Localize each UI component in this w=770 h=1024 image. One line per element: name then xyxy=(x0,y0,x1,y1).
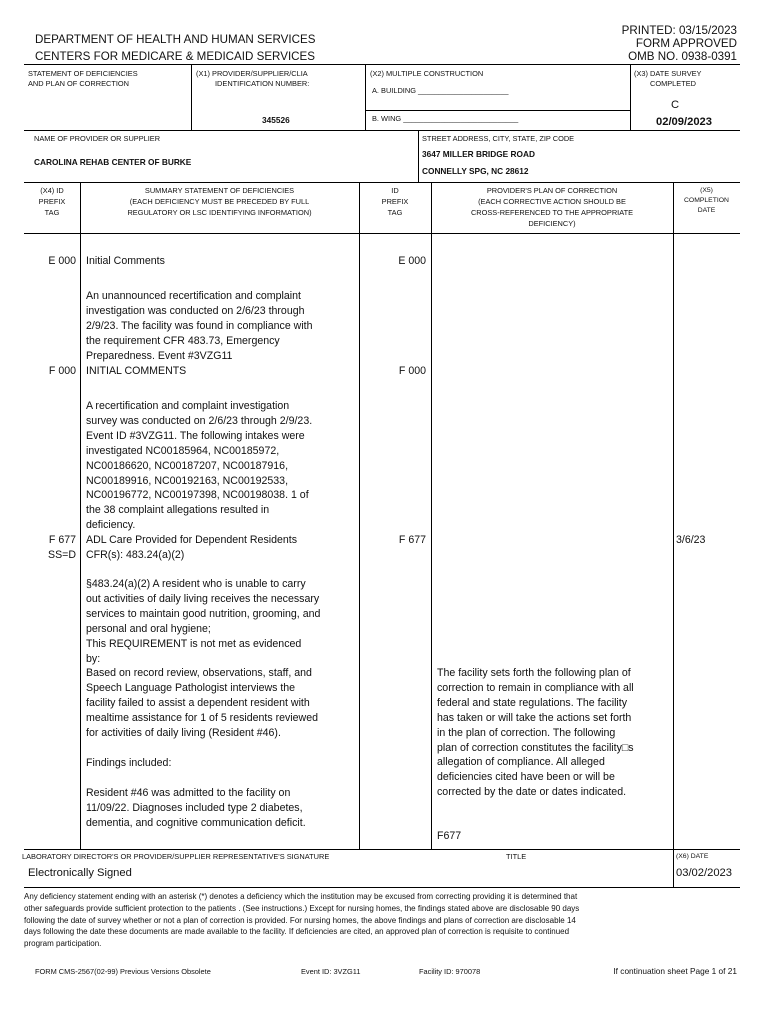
plan-header: (EACH CORRECTIVE ACTION SHOULD BE xyxy=(478,197,626,206)
statement-label: AND PLAN OF CORRECTION xyxy=(28,79,130,88)
plan-tag: F677 xyxy=(437,830,462,842)
deficiency-text: An unannounced recertification and complaint investigation was conducted on 2/6/23 through 2/9/23. The facility was found in compliance with the requirement CFR 483.73, Emergency Preparedness. Event #3VZG11 xyxy=(86,290,313,362)
id-tag: F 000 xyxy=(398,365,426,377)
provider-id-number: 345526 xyxy=(262,115,290,125)
id-header: PREFIX xyxy=(381,197,409,206)
plan-header: CROSS-REFERENCED TO THE APPROPRIATE xyxy=(470,208,634,217)
deficiency-title: INITIAL COMMENTS xyxy=(86,365,187,377)
rule xyxy=(24,849,740,850)
printed-date: PRINTED: 03/15/2023 xyxy=(621,24,737,37)
x4-header: TAG xyxy=(44,208,60,217)
signature-date: 03/02/2023 xyxy=(676,867,732,879)
rule xyxy=(365,64,366,130)
x3-label: (X3) DATE SURVEY xyxy=(634,69,702,78)
facility-id: Facility ID: 970078 xyxy=(419,967,481,976)
rule xyxy=(24,233,740,234)
x4-header: (X4) ID xyxy=(40,186,64,195)
x5-header: DATE xyxy=(697,207,716,214)
survey-code: C xyxy=(671,99,680,111)
tag-prefix: F 677 xyxy=(48,534,76,546)
x2-label: (X2) MULTIPLE CONSTRUCTION xyxy=(370,69,484,78)
summary-header: REGULATORY OR LSC IDENTIFYING INFORMATION) xyxy=(127,208,312,217)
rule xyxy=(24,130,740,131)
x5-header: COMPLETION xyxy=(684,197,729,204)
statement-label: STATEMENT OF DEFICIENCIES xyxy=(28,69,138,78)
centers-name: CENTERS FOR MEDICARE & MEDICAID SERVICES xyxy=(35,50,316,63)
summary-header: (EACH DEFICIENCY MUST BE PRECEDED BY FULL xyxy=(129,197,310,206)
signature-value: Electronically Signed xyxy=(28,867,132,879)
rule xyxy=(673,182,674,849)
signature-label: LABORATORY DIRECTOR'S OR PROVIDER/SUPPLIER REPRESENTATIVE'S SIGNATURE xyxy=(22,852,330,861)
id-header: ID xyxy=(391,186,399,195)
survey-date: 02/09/2023 xyxy=(656,116,712,128)
date-label: (X6) DATE xyxy=(676,853,709,860)
event-id: Event ID: 3VZG11 xyxy=(301,967,361,976)
x1-label: (X1) PROVIDER/SUPPLIER/CLIA xyxy=(196,69,308,78)
tag-prefix: E 000 xyxy=(48,255,76,267)
rule xyxy=(431,182,432,849)
summary-header: SUMMARY STATEMENT OF DEFICIENCIES xyxy=(144,186,295,195)
rule xyxy=(418,130,419,182)
x5-header: (X5) xyxy=(700,187,713,194)
street-address: 3647 MILLER BRIDGE ROAD xyxy=(422,149,535,159)
rule xyxy=(80,182,81,849)
id-tag: E 000 xyxy=(398,255,426,267)
tag-prefix: F 000 xyxy=(48,365,76,377)
plan-of-correction-text: The facility sets forth the following plan of correction to remain in compliance with all federal and state regulations. The facility has taken or will take the actions set forth in the plan of correction. The following plan of correction constitutes the facility□s allegation of compliance. All alleged deficiencies cited have been or will be corrected by the date or dates indicated. xyxy=(437,667,634,799)
omb-number: OMB NO. 0938-0391 xyxy=(628,50,737,63)
plan-header: DEFICIENCY) xyxy=(528,219,576,228)
plan-header: PROVIDER'S PLAN OF CORRECTION xyxy=(486,186,618,195)
rule xyxy=(191,64,192,130)
rule xyxy=(673,849,674,887)
rule xyxy=(24,887,740,888)
city-state-zip: CONNELLY SPG, NC 28612 xyxy=(422,166,529,176)
rule xyxy=(359,182,360,849)
department-name: DEPARTMENT OF HEALTH AND HUMAN SERVICES xyxy=(35,33,316,46)
deficiency-title: Initial Comments xyxy=(86,255,165,267)
rule xyxy=(630,64,631,130)
x4-header: PREFIX xyxy=(38,197,66,206)
form-approved: FORM APPROVED xyxy=(635,37,737,50)
wing-field: B. WING ____________________________ xyxy=(372,114,519,123)
regulation-reference: CFR(s): 483.24(a)(2) xyxy=(86,549,185,561)
provider-name-label: NAME OF PROVIDER OR SUPPLIER xyxy=(34,134,161,143)
title-label: TITLE xyxy=(506,852,527,861)
x1-label: IDENTIFICATION NUMBER: xyxy=(215,79,310,88)
page-number: If continuation sheet Page 1 of 21 xyxy=(613,966,737,976)
deficiency-text: A recertification and complaint investigation survey was conducted on 2/6/23 through 2/9/23. Event ID #3VZG11. The following intakes were investigated NC00185964, NC00185972, NC00186620, NC00187207, NC00187916, NC00189916, NC00192163, NC00192533, NC00196772, NC00197398, NC00198038. 1 of the 38 complaint allegations resulted in deficiency. xyxy=(86,400,313,532)
deficiency-title: ADL Care Provided for Dependent Residents xyxy=(86,534,298,546)
rule xyxy=(24,64,740,65)
x3-label: COMPLETED xyxy=(650,79,696,88)
address-label: STREET ADDRESS, CITY, STATE, ZIP CODE xyxy=(422,134,575,143)
severity-tag: SS=D xyxy=(48,549,76,561)
completion-date: 3/6/23 xyxy=(676,534,706,546)
building-field: A. BUILDING ______________________ xyxy=(372,86,509,95)
id-tag: F 677 xyxy=(398,534,426,546)
deficiency-text: §483.24(a)(2) A resident who is unable to carry out activities of daily living receives the necessary services to maintain good nutrition, grooming, and personal and oral hygiene; This REQUIREMENT is not met as evidenced by: Based on record review, observations, staff, and Speech Language Pathologist interviews the facility failed to assist a dependent resident with mealtime assistance for 1 of 5 residents reviewed for activities of daily living (Resident #46). Findings included: Resident #46 was admitted to the facility on 11/09/22. Diagnoses included type 2 diabetes, dementia, and cognitive communication deficit. xyxy=(86,578,321,829)
provider-name: CAROLINA REHAB CENTER OF BURKE xyxy=(34,157,192,167)
rule xyxy=(24,182,740,183)
rule xyxy=(365,110,630,111)
form-number: FORM CMS-2567(02-99) Previous Versions Obsolete xyxy=(35,967,211,976)
disclaimer-text: Any deficiency statement ending with an asterisk (*) denotes a deficiency which the institution may be excused from correcting providing it is determined that other safeguards provide sufficient protection to the patients . (See instructions.) Except for nursing homes, the findings stated above are disclosable 90 days following the date of survey whether or not a plan of correction is provided. For nursing homes, the above findings and plans of correction are disclosable 14 days following the date these documents are made available to the facility. If deficiencies are cited, an approved plan of correction is requisite to continued program participation. xyxy=(24,892,580,949)
id-header: TAG xyxy=(387,208,403,217)
